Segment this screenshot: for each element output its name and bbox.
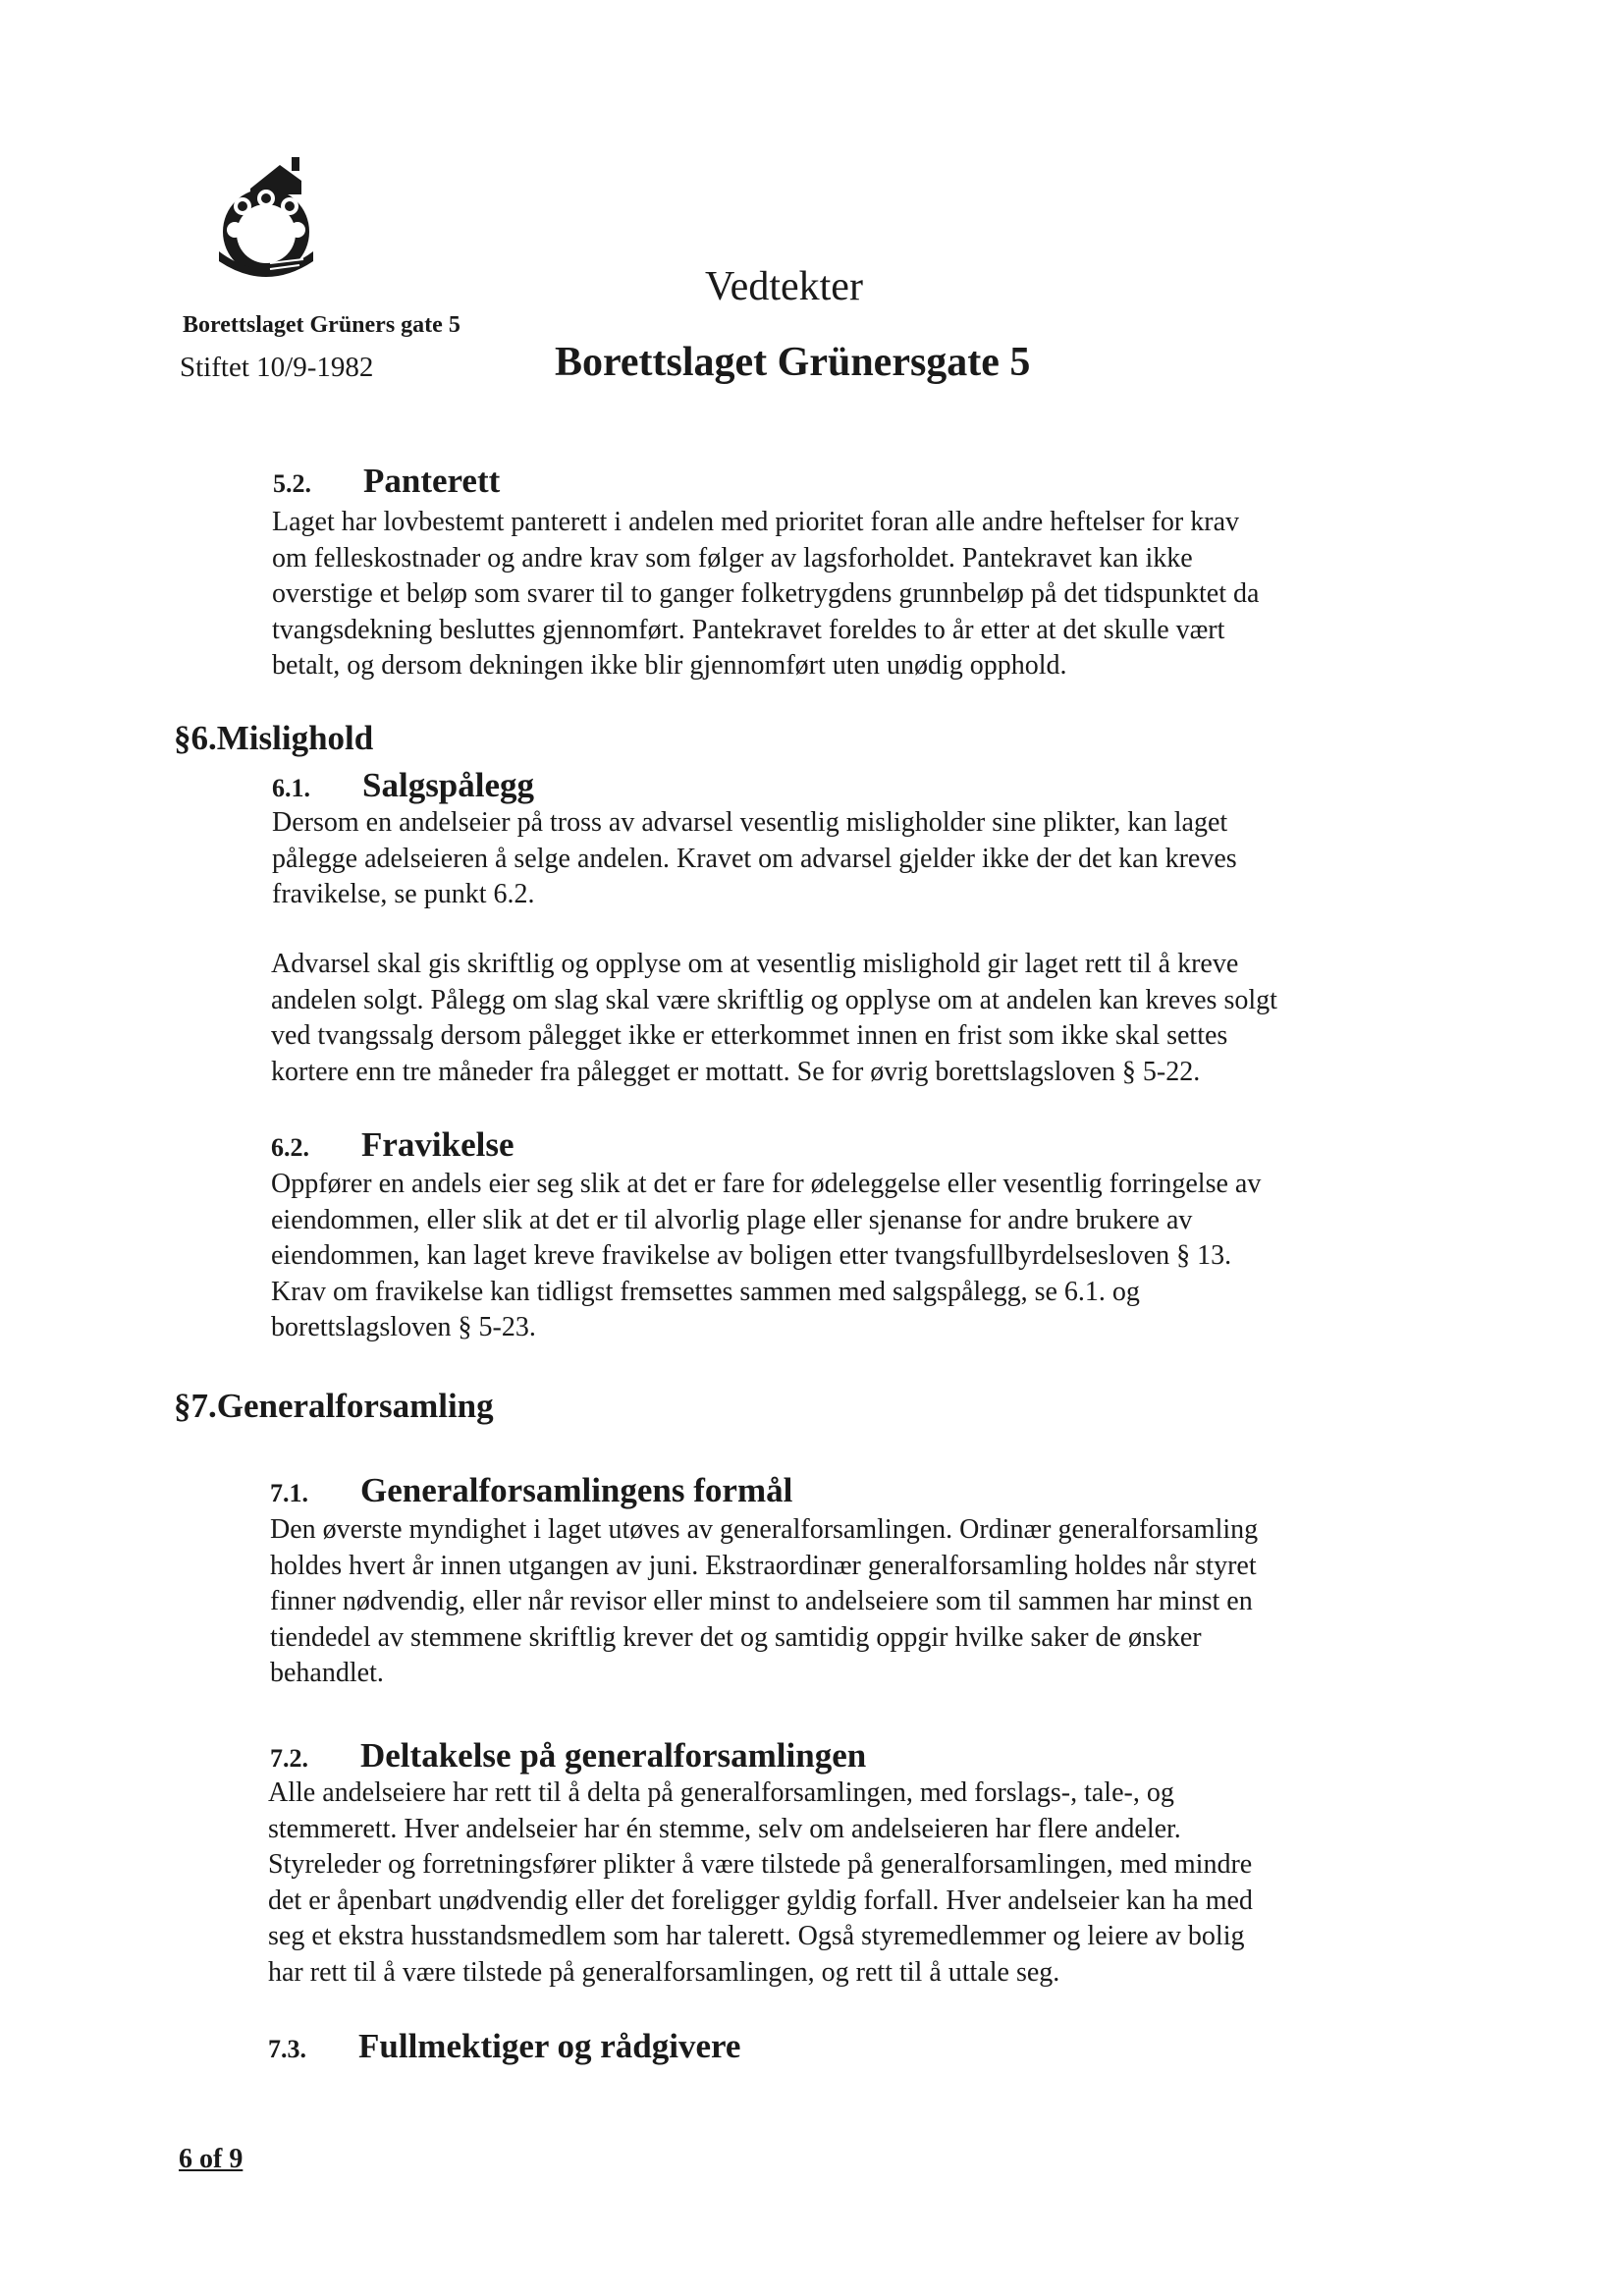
text-line: eiendommen, eller slik at det er til alvorlig plage eller sjenanse for andre brukere av: [271, 1204, 1193, 1235]
text-line: borettslagsloven § 5-23.: [271, 1312, 536, 1342]
section-heading-6-1: [272, 766, 534, 805]
organization-name: Borettslaget Grüners gate 5: [183, 312, 460, 338]
section-heading-7-1: [270, 1471, 792, 1510]
text-line: stemmerett. Hver andelseier har én stemme, selv om andelseieren har flere andeler.: [268, 1813, 1181, 1844]
text-line: behandlet.: [270, 1658, 384, 1688]
text-line: fravikelse, se punkt 6.2.: [272, 879, 535, 909]
housing-cooperative-logo: [201, 155, 331, 281]
chapter-heading-6: §6.Mislighold: [174, 719, 374, 757]
text-line: pålegge adelseieren å selge andelen. Kravet om advarsel gjelder ikke der det kan kreves: [272, 843, 1237, 874]
section-number: 7.3.: [268, 2035, 306, 2063]
section-number: 7.1.: [270, 1479, 308, 1507]
document-subtitle: Borettslaget Grünersgate 5: [555, 340, 1031, 385]
text-line: andelen solgt. Pålegg om slag skal være skriftlig og opplyse om at andelen kan kreves solgt: [271, 984, 1277, 1015]
section-5-2-body: [272, 505, 1259, 684]
section-6-1-body-2: [271, 947, 1277, 1090]
section-number: 7.2.: [270, 1744, 308, 1773]
text-line: Advarsel skal gis skriftlig og opplyse om at vesentlig mislighold gir laget rett til å kreve: [271, 949, 1239, 979]
text-line: Dersom en andelseier på tross av advarsel vesentlig misligholder sine plikter, kan laget: [272, 807, 1228, 838]
text-line: ved tvangssalg dersom pålegget ikke er etterkommet innen en frist som ikke skal settes: [271, 1020, 1228, 1051]
section-title: Fullmektiger og rådgivere: [358, 2027, 741, 2065]
section-title: Panterett: [363, 462, 501, 500]
text-line: holdes hvert år innen utgangen av juni. Ekstraordinær generalforsamling holdes når styret: [270, 1550, 1257, 1581]
text-line: tvangsdekning besluttes gjennomført. Pantekravet foreldes to år etter at det skulle vært: [272, 614, 1225, 645]
section-title: Deltakelse på generalforsamlingen: [360, 1736, 867, 1775]
section-heading-5-2: [273, 462, 500, 501]
text-line: seg et ekstra husstandsmedlem som har talerett. Også styremedlemmer og leiere av bolig: [268, 1921, 1245, 1951]
section-number: 6.2.: [271, 1133, 309, 1162]
section-title: Fravikelse: [361, 1125, 514, 1164]
section-heading-7-3: [268, 2027, 740, 2066]
section-title: Salgspålegg: [362, 766, 535, 804]
section-heading-6-2: [271, 1125, 514, 1165]
section-6-2-body: [271, 1167, 1261, 1346]
section-title: Generalforsamlingens formål: [360, 1471, 793, 1509]
text-line: Den øverste myndighet i laget utøves av generalforsamlingen. Ordinær generalforsamling: [270, 1514, 1259, 1545]
chapter-heading-7: §7.Generalforsamling: [174, 1387, 494, 1425]
page-number: 6 of 9: [179, 2144, 244, 2174]
text-line: eiendommen, kan laget kreve fravikelse av boligen etter tvangsfullbyrdelsesloven § 13.: [271, 1240, 1232, 1271]
text-line: tiendedel av stemmene skriftlig krever det og samtidig oppgir hvilke saker de ønsker: [270, 1621, 1202, 1653]
section-7-2-body: [268, 1776, 1253, 1991]
text-line: Laget har lovbestemt panterett i andelen med prioritet foran alle andre heftelser for krav: [272, 507, 1240, 537]
text-line: har rett til å være tilstede på generalforsamlingen, og rett til å uttale seg.: [268, 1956, 1060, 1988]
text-line: det er åpenbart unødvendig eller det foreligger gyldig forfall. Hver andelseier kan ha med: [268, 1885, 1253, 1916]
founded-date: Stiftet 10/9-1982: [180, 352, 374, 383]
text-line: om felleskostnader og andre krav som følger av lagsforholdet. Pantekravet kan ikke: [272, 542, 1193, 574]
section-6-1-body: [272, 805, 1237, 913]
text-line: Alle andelseiere har rett til å delta på generalforsamlingen, med forslags-, tale-, og: [268, 1777, 1174, 1808]
text-line: overstige et beløp som svarer til to ganger folketrygdens grunnbeløp på det tidspunktet da: [272, 578, 1260, 609]
text-line: kortere enn tre måneder fra pålegget er mottatt. Se for øvrig borettslagsloven § 5-22.: [271, 1056, 1201, 1087]
section-number: 5.2.: [273, 469, 311, 498]
text-line: finner nødvendig, eller når revisor eller minst to andelseiere som til sammen har minst en: [270, 1586, 1253, 1616]
section-heading-7-2: [270, 1736, 866, 1776]
text-line: Krav om fravikelse kan tidligst fremsettes sammen med salgspålegg, se 6.1. og: [271, 1276, 1140, 1307]
section-7-1-body: [270, 1512, 1258, 1692]
text-line: betalt, og dersom dekningen ikke blir gjennomført uten unødig opphold.: [272, 650, 1067, 681]
document-title: Vedtekter: [705, 264, 863, 309]
text-line: Oppfører en andels eier seg slik at det er fare for ødeleggelse eller vesentlig forringelse av: [271, 1169, 1262, 1199]
section-number: 6.1.: [272, 774, 310, 802]
text-line: Styreleder og forretningsfører plikter å være tilstede på generalforsamlingen, med mindre: [268, 1849, 1253, 1880]
